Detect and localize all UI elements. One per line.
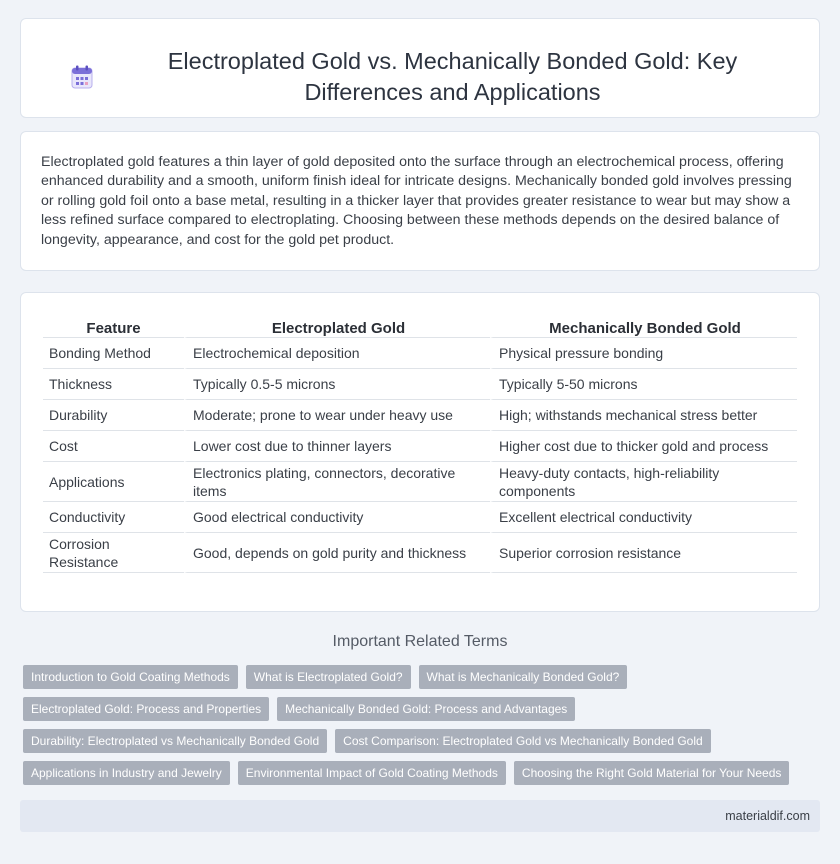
page-title: Electroplated Gold vs. Mechanically Bonded Gold: Key Differences and Applications — [167, 48, 738, 105]
related-terms-list — [23, 665, 813, 793]
footer — [20, 800, 820, 832]
related-term-tag[interactable]: Applications in Industry and Jewelry — [23, 761, 230, 785]
table-row — [43, 400, 797, 431]
table-cell-feature: Bonding Method — [43, 338, 184, 369]
table-cell-electroplated: Electrochemical deposition — [184, 338, 490, 369]
related-term-tag[interactable]: Mechanically Bonded Gold: Process and Advantages — [277, 697, 575, 721]
table-header-row — [43, 318, 797, 338]
table-row — [43, 431, 797, 462]
site-link[interactable]: materialdif.com — [725, 809, 810, 823]
column-header-mechanically-bonded: Mechanically Bonded Gold — [490, 318, 797, 338]
comparison-table — [43, 318, 797, 573]
related-term-tag[interactable]: Cost Comparison: Electroplated Gold vs Mechanically Bonded Gold — [335, 729, 711, 753]
table-cell-mechanically-bonded: Excellent electrical conductivity — [490, 502, 797, 533]
table-row — [43, 369, 797, 400]
table-cell-electroplated: Moderate; prone to wear under heavy use — [184, 400, 490, 431]
related-term-tag[interactable]: Choosing the Right Gold Material for Your Needs — [514, 761, 789, 785]
related-term-tag[interactable]: Introduction to Gold Coating Methods — [23, 665, 238, 689]
table-cell-electroplated: Good electrical conductivity — [184, 502, 490, 533]
table-cell-mechanically-bonded: Heavy-duty contacts, high-reliability components — [490, 462, 797, 502]
table-row — [43, 533, 797, 573]
related-term-tag[interactable]: Electroplated Gold: Process and Properties — [23, 697, 269, 721]
intro-paragraph: Electroplated gold features a thin layer of gold deposited onto the surface through an electrochemical process, offering enhanced durability and a smooth, uniform finish ideal for intricate designs. Mechanically bonded gold involves pressing or rolling gold foil onto a base metal, resulting in a thicker layer that provides greater resistance to wear but may show a less refined surface compared to electroplating. Choosing between these methods depends on the desired balance of longevity, appearance, and cost for the gold pet product. — [41, 154, 792, 248]
table-cell-feature: Conductivity — [43, 502, 184, 533]
table-cell-feature: Thickness — [43, 369, 184, 400]
table-cell-mechanically-bonded: High; withstands mechanical stress better — [490, 400, 797, 431]
calendar-icon — [71, 65, 93, 89]
table-cell-electroplated: Typically 0.5-5 microns — [184, 369, 490, 400]
table-row — [43, 338, 797, 369]
table-cell-electroplated: Electronics plating, connectors, decorative items — [184, 462, 490, 502]
table-cell-mechanically-bonded: Physical pressure bonding — [490, 338, 797, 369]
table-row — [43, 502, 797, 533]
intro-card — [20, 131, 820, 271]
related-term-tag[interactable]: Environmental Impact of Gold Coating Methods — [238, 761, 506, 785]
related-term-tag[interactable]: What is Mechanically Bonded Gold? — [419, 665, 628, 689]
table-row — [43, 462, 797, 502]
table-cell-electroplated: Good, depends on gold purity and thickness — [184, 533, 490, 573]
table-cell-feature: Applications — [43, 462, 184, 502]
related-term-tag[interactable]: Durability: Electroplated vs Mechanically Bonded Gold — [23, 729, 327, 753]
comparison-card — [20, 292, 820, 612]
related-terms-heading: Important Related Terms — [332, 633, 508, 650]
column-header-feature: Feature — [43, 318, 184, 338]
table-cell-mechanically-bonded: Higher cost due to thicker gold and process — [490, 431, 797, 462]
table-cell-feature: Durability — [43, 400, 184, 431]
table-cell-feature: Corrosion Resistance — [43, 533, 184, 573]
column-header-electroplated: Electroplated Gold — [184, 318, 490, 338]
table-cell-mechanically-bonded: Typically 5-50 microns — [490, 369, 797, 400]
table-cell-feature: Cost — [43, 431, 184, 462]
related-term-tag[interactable]: What is Electroplated Gold? — [246, 665, 411, 689]
table-cell-mechanically-bonded: Superior corrosion resistance — [490, 533, 797, 573]
title-card — [20, 18, 820, 118]
table-cell-electroplated: Lower cost due to thinner layers — [184, 431, 490, 462]
